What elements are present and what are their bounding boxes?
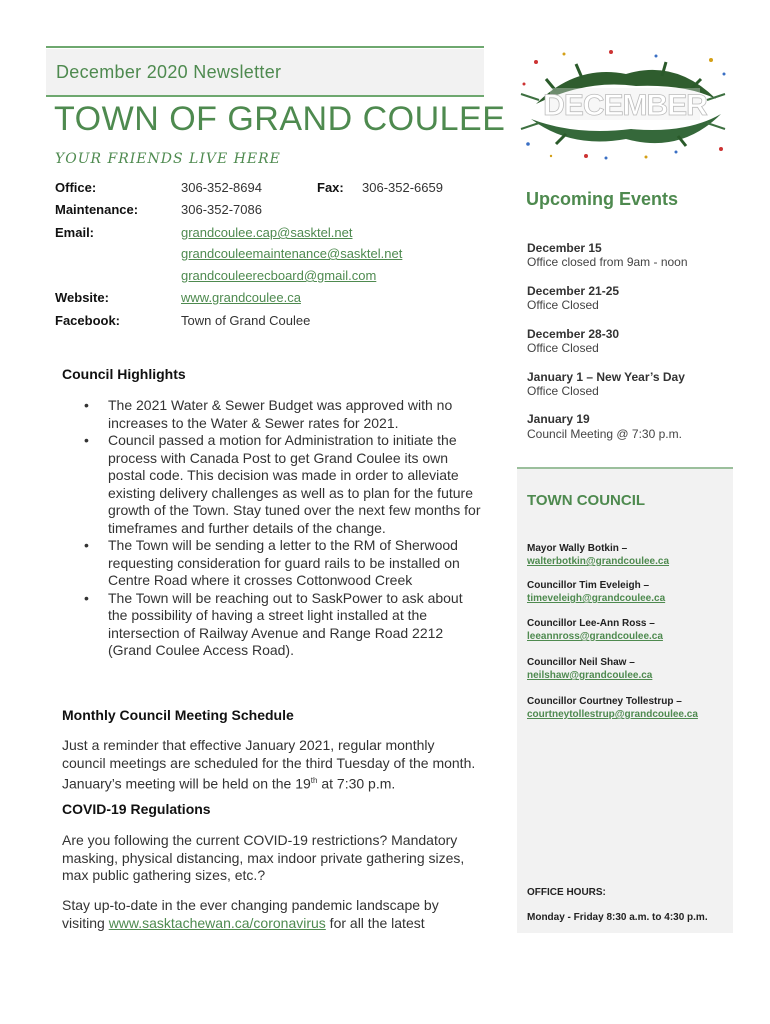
meeting-text-start: Just a reminder that effective January 2021, regular monthly council meetings are scheduled for the third Tuesday of the month. January’s meeting will be held on the 19	[62, 737, 476, 792]
event-date: December 21-25	[527, 284, 620, 298]
council-member-email[interactable]: neilshaw@grandcoulee.ca	[527, 670, 653, 681]
facebook-label: Facebook:	[55, 313, 121, 328]
event-date: January 1 – New Year’s Day	[527, 370, 685, 384]
list-item: • The Town will be reaching out to SaskPower to ask about the possibility of having a street light installed at the intersection of Railway Avenue and Range Road 2212 (Grand Coulee Access Road).	[82, 590, 482, 660]
council-member-name: Councillor Tim Eveleigh –	[527, 580, 650, 591]
email-link-office[interactable]: grandcoulee.cap@sasktel.net	[181, 225, 353, 240]
covid-text-start: Stay up-to-date in the ever changing pandemic landscape by visiting	[62, 897, 439, 931]
december-graphic	[516, 44, 730, 162]
event-date: January 19	[527, 412, 590, 426]
event-date: December 28-30	[527, 327, 620, 341]
council-member-name: Councillor Courtney Tollestrup –	[527, 696, 682, 707]
fax-label: Fax:	[317, 180, 344, 195]
meeting-schedule-heading: Monthly Council Meeting Schedule	[62, 707, 294, 723]
event-description: Office Closed	[527, 341, 599, 355]
council-member-name: Mayor Wally Botkin –	[527, 543, 628, 554]
office-phone: 306-352-8694	[181, 180, 262, 195]
event-description: Office Closed	[527, 384, 599, 398]
council-member-email[interactable]: timeveleigh@grandcoulee.ca	[527, 593, 666, 604]
list-item: • The 2021 Water & Sewer Budget was approved with no increases to the Water & Sewer rates for 2021.	[82, 397, 482, 432]
council-highlights-list	[82, 397, 482, 660]
page-title: TOWN OF GRAND COULEE	[54, 100, 506, 138]
town-council-title: TOWN COUNCIL	[527, 492, 646, 509]
council-member-name: Councillor Lee-Ann Ross –	[527, 618, 655, 629]
slogan: YOUR FRIENDS LIVE HERE	[55, 151, 281, 167]
email-link-recboard[interactable]: grandcouleerecboard@gmail.com	[181, 268, 377, 283]
maintenance-phone: 306-352-7086	[181, 202, 262, 217]
office-label: Office:	[55, 180, 97, 195]
covid-text-end: for all the latest	[325, 914, 425, 931]
meeting-schedule-text	[62, 737, 480, 793]
newsletter-month: December 2020 Newsletter	[56, 62, 282, 82]
facebook-value: Town of Grand Coulee	[181, 313, 311, 328]
fax-number: 306-352-6659	[362, 180, 443, 195]
council-member-name: Councillor Neil Shaw –	[527, 657, 635, 668]
covid-heading: COVID-19 Regulations	[62, 801, 211, 817]
covid-paragraph-2	[62, 897, 480, 932]
office-hours-label: OFFICE HOURS:	[527, 887, 606, 898]
upcoming-events-title: Upcoming Events	[526, 189, 679, 209]
council-highlights-heading: Council Highlights	[62, 366, 186, 382]
coronavirus-link[interactable]: www.sasktachewan.ca/coronavirus	[108, 914, 326, 931]
office-hours-value: Monday - Friday 8:30 a.m. to 4:30 p.m.	[527, 912, 708, 923]
council-member-email[interactable]: leeannross@grandcoulee.ca	[527, 631, 663, 642]
covid-paragraph-1: Are you following the current COVID-19 restrictions? Mandatory masking, physical distancing, max indoor private gathering sizes, max public gathering sizes, etc.?	[62, 832, 465, 883]
email-link-maintenance[interactable]: grandcouleemaintenance@sasktel.net	[181, 246, 403, 261]
website-link[interactable]: www.grandcoulee.ca	[181, 290, 301, 305]
event-description: Office Closed	[527, 298, 599, 312]
event-date: December 15	[527, 241, 602, 255]
event-description: Office closed from 9am - noon	[527, 255, 688, 269]
meeting-superscript: th	[310, 776, 318, 785]
list-item: • Council passed a motion for Administration to initiate the process with Canada Post to get Grand Coulee its own postal code. This decision was made in order to alleviate existing delivery challenges as well as to plan for the future growth of the Town. Stay tuned over the next few months for timeframes and further details of the change.	[82, 432, 482, 537]
header-top-rule	[46, 46, 484, 48]
council-member-email[interactable]: walterbotkin@grandcoulee.ca	[527, 556, 670, 567]
december-word: DECEMBER	[543, 89, 707, 122]
council-member-email[interactable]: courtneytollestrup@grandcoulee.ca	[527, 709, 698, 720]
meeting-text-end: at 7:30 p.m.	[317, 775, 396, 792]
website-label: Website:	[55, 290, 109, 305]
list-item: • The Town will be sending a letter to the RM of Sherwood requesting consideration for guard rails to be installed on Centre Road where it crosses Cottonwood Creek	[82, 537, 482, 590]
email-label: Email:	[55, 225, 95, 240]
header-bottom-rule	[46, 95, 484, 97]
event-description: Council Meeting @ 7:30 p.m.	[527, 427, 682, 441]
maintenance-label: Maintenance:	[55, 202, 139, 217]
